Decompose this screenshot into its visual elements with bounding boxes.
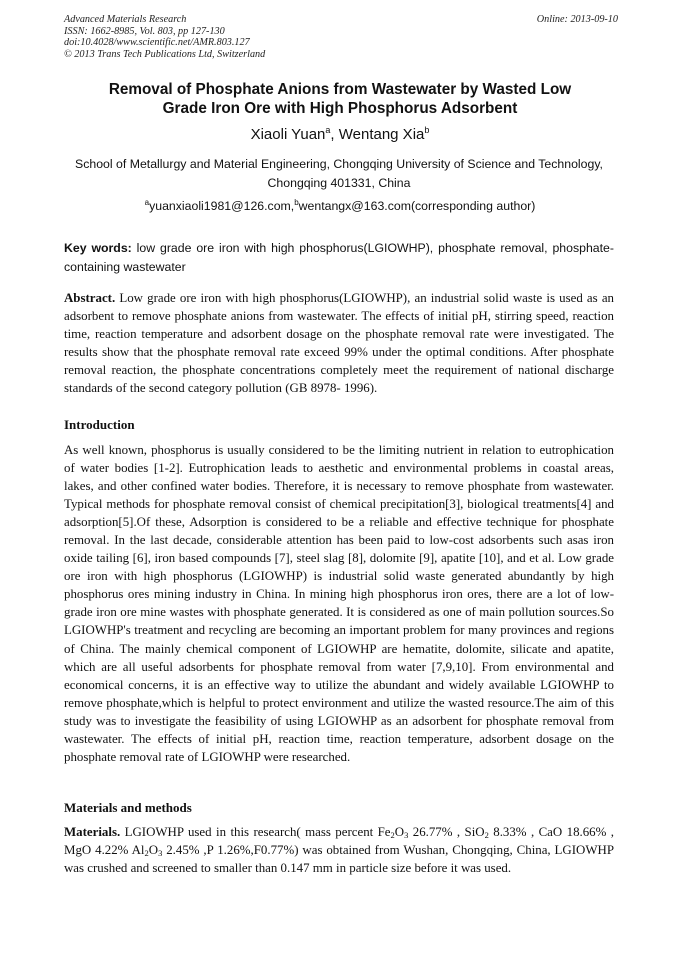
title-line-2: Grade Iron Ore with High Phosphorus Adsorbent — [162, 100, 518, 117]
affiliation — [60, 155, 618, 193]
author-1: Xiaoli Yuan — [250, 126, 326, 143]
issn-line: ISSN: 1662-8985, Vol. 803, pp 127-130 — [64, 25, 225, 37]
materials-text-2: O — [394, 825, 405, 839]
author-list — [66, 125, 614, 144]
materials-sub-5: 3 — [158, 848, 163, 859]
journal-name: Advanced Materials Research — [64, 14, 187, 25]
methods-heading: Materials and methods — [64, 800, 192, 815]
materials-sub-1: 2 — [390, 830, 395, 840]
author-1-sup: a — [325, 125, 331, 135]
materials-text-1: LGIOWHP used in this research( mass percent Fe — [120, 825, 391, 839]
abstract-text: Low grade ore iron with high phosphorus(LGIOWHP), an industrial solid waste is used as an adsorbent to remove phosphate anions from wastewater. The effects of initial pH, stirring speed, reaction time, reaction temperature and adsorbent dosage on the phosphate removal rate were investigated. The results show that the phosphate removal rate exceed 99% under the optimal conditions. After phosphate removal reaction, the phosphate concentrations completely meet the requirement of national discharge standards of the second category pollution (GB 8978- 1996). — [64, 291, 614, 396]
author-2-sup: b — [424, 125, 430, 135]
keywords-text: low grade ore iron with high phosphorus(LGIOWHP), phosphate removal, phosphate-containing wastewater — [64, 241, 614, 274]
materials-sub-3: 2 — [484, 830, 489, 840]
abstract-label: Abstract. — [64, 291, 116, 305]
materials-text-3: 26.77% , SiO — [408, 825, 485, 839]
materials-sub-2: 3 — [404, 830, 409, 840]
materials-text-4: 8.33% , CaO 18.66% , MgO 4.22% Al — [64, 825, 614, 858]
materials-label: Materials. — [64, 825, 121, 839]
author-emails — [66, 198, 614, 214]
author-2: Wentang Xia — [338, 126, 425, 143]
keywords-label: Key words: — [64, 241, 132, 255]
author-separator: , — [330, 126, 339, 143]
title-line-1: Removal of Phosphate Anions from Wastewater by Wasted Low — [108, 81, 572, 98]
email-a-sup: a — [144, 198, 150, 207]
email-b-sup: b — [294, 198, 299, 207]
email-a[interactable]: yuanxiaoli1981@126.com, — [149, 199, 295, 213]
materials-sub-4: 2 — [144, 848, 149, 859]
materials-paragraph — [64, 823, 614, 877]
affiliation-line-1: School of Metallurgy and Material Engineering, Chongqing University of Science and Technology, — [75, 157, 603, 171]
keywords — [64, 239, 614, 277]
materials-text-5: O — [148, 843, 159, 858]
paper-title — [66, 80, 614, 118]
introduction-text: As well known, phosphorus is usually considered to be the limiting nutrient in relation to eutrophication of water bodies [1-2]. Eutrophication leads to aesthetic and environmental problems in coastal areas, lakes, and other confined water bodies. Therefore, it is necessary to remove phosphate from wastewater. Typical methods for phosphate removal consist of chemical precipitation[3], biological treatments[4] and adsorption[5].Of these, Adsorption is considered to be a reliable and effective technique for phosphate removal. In the last decade, considerable attention has been paid to low-cost adsorbents such asas iron oxide tailing [6], iron based compounds [7], steel slag [8], dolomite [9], apatite [10], and et al. Low grade ore iron with high phosphorus (LGIOWHP) is industrial solid waste generated abundantly by high phosphorus ores mining industry in China. In mining high phosphorus iron ores, there are a lot of low-grade iron ore mine wastes with phosphate generated. It is considered as one of main pollution sources.So LGIOWHP's treatment and recycling are becoming an important problem for many provinces and regions of China. The mainly chemical component of LGIOWHP are hematite, dolomite, silicate and apatite, which are all useful adsorbents for phosphate removal from water [7,9,10]. From environmental and economical concerns, it is an effective way to utilize the abundant and widely available LGIOWHP to remove phosphate,which is helpful to protect environment and utilize the wasted resource.The aim of this study was to investigate the feasibility of using LGIOWHP as an adsorbent for phosphate removal from wastewater. The effects of initial pH, reaction time, reaction temperature, adsorbent dosage on the phosphate removal rate of LGIOWHP were researched. — [64, 443, 614, 764]
materials-text-6: 2.45% ,P 1.26%,F0.77%) was obtained from Wushan, Chongqing, China, LGIOWHP was crushed and screened to smaller than 0.147 mm in particle size before it was used. — [64, 843, 614, 876]
affiliation-line-2: Chongqing 401331, China — [267, 176, 411, 190]
introduction-heading: Introduction — [64, 417, 135, 432]
abstract — [64, 289, 614, 397]
journal-header — [64, 14, 618, 60]
online-date: Online: 2013-09-10 — [536, 14, 618, 25]
copyright-line: © 2013 Trans Tech Publications Ltd, Switzerland — [64, 48, 266, 60]
email-b[interactable]: wentangx@163.com(corresponding author) — [298, 199, 536, 213]
doi-line[interactable]: doi:10.4028/www.scientific.net/AMR.803.127 — [64, 37, 250, 49]
